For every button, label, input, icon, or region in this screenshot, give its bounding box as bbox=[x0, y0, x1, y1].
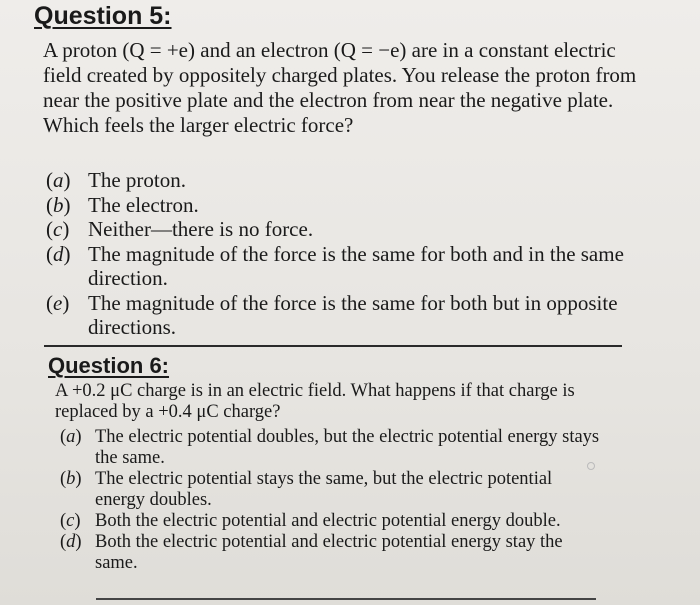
question-6-stem: A +0.2 μC charge is in an electric field. What happens if that charge is replaced by a +0.4 μC charge? bbox=[55, 381, 575, 422]
option-label: (d) bbox=[46, 241, 71, 266]
option-label: (b) bbox=[46, 192, 71, 217]
question-5-option-c bbox=[46, 217, 636, 242]
faint-circle-mark bbox=[587, 462, 595, 470]
question-6-option-a bbox=[60, 427, 605, 469]
question-5-stem: A proton (Q = +e) and an electron (Q = −e) are in a constant electric field created by oppositely charged plates. You release the proton from near the positive plate and the electron from near the negative plate. Which feels the larger electric force? bbox=[43, 38, 637, 137]
option-label: (c) bbox=[46, 217, 70, 241]
option-text: Both the electric potential and electric potential energy stay the same. bbox=[95, 532, 563, 573]
question-6-option-b bbox=[60, 469, 605, 511]
option-text: The magnitude of the force is the same for both and in the same direction. bbox=[88, 241, 624, 290]
question-6-option-c bbox=[60, 511, 605, 532]
section-divider bbox=[44, 345, 622, 347]
option-label: (d) bbox=[60, 532, 82, 552]
question-5-option-d bbox=[46, 242, 636, 291]
option-label: (c) bbox=[60, 511, 81, 531]
option-text: The electron. bbox=[88, 192, 199, 217]
option-label: (a) bbox=[46, 168, 71, 192]
option-label: (a) bbox=[60, 427, 82, 447]
question-5-title: Question 5: bbox=[34, 2, 172, 30]
option-text: Neither—there is no force. bbox=[88, 217, 314, 241]
question-5-option-a bbox=[46, 168, 636, 193]
bottom-divider bbox=[96, 598, 596, 600]
question-6-title: Question 6: bbox=[48, 353, 170, 378]
option-label: (e) bbox=[46, 290, 70, 315]
option-text: The proton. bbox=[88, 168, 186, 192]
option-text: The electric potential stays the same, but the electric potential energy doubles. bbox=[95, 469, 553, 510]
question-6-options bbox=[60, 427, 605, 574]
question-6-option-d bbox=[60, 532, 605, 574]
option-text: The magnitude of the force is the same for both but in opposite directions. bbox=[88, 290, 618, 339]
question-5-option-e bbox=[46, 291, 636, 340]
option-label: (b) bbox=[60, 469, 82, 489]
option-text: Both the electric potential and electric potential energy double. bbox=[95, 511, 561, 531]
question-5-options bbox=[46, 168, 636, 340]
option-text: The electric potential doubles, but the electric potential energy stays the same. bbox=[95, 427, 600, 468]
question-5-option-b bbox=[46, 193, 636, 218]
